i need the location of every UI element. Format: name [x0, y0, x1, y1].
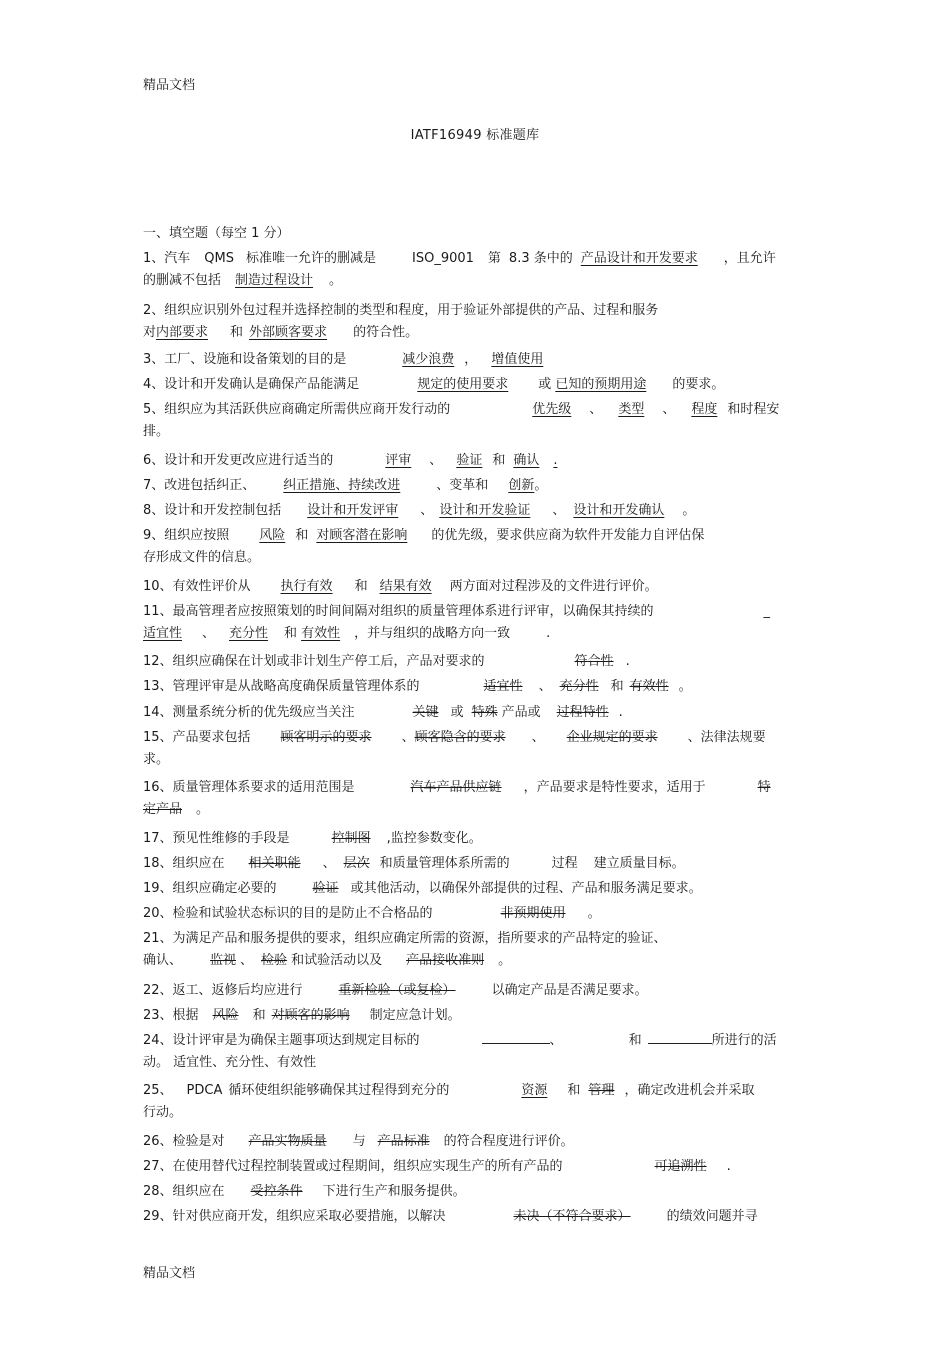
q29-text: 的绩效问题并寻 [666, 1209, 758, 1224]
q15-answer: 顾客隐含的要求 [414, 730, 506, 745]
q2-text: 对 [143, 325, 157, 340]
q4-answer: 已知的预期用途 [555, 377, 647, 392]
q11-text: 、 [202, 626, 216, 641]
q1-text: 1、汽车 [143, 251, 191, 266]
q25-answer: 管理 [588, 1083, 615, 1098]
q2-text: 的符合性。 [353, 325, 419, 340]
q21-answer: 产品接收准则 [406, 953, 485, 968]
document-title: IATF16949 标准题库 [410, 128, 540, 143]
q1-text: 的删减不包括 [143, 273, 222, 288]
q2-text: 2、组织应识别外包过程并选择控制的类型和程度，用于验证外部提供的产品、过程和服务 [143, 303, 659, 318]
q18-text: 、 [322, 856, 336, 871]
q29-text: 29、针对供应商开发，组织应采取必要措施，以解决 [143, 1209, 446, 1224]
q15-text: 15、产品要求包括 [143, 730, 251, 745]
q21-answer: 监视 [210, 953, 237, 968]
question-25 [143, 1080, 808, 1124]
q8-answer: 设计和开发确认 [573, 503, 665, 518]
q11-answer: 适宜性 [143, 626, 183, 641]
question-3 [143, 349, 808, 371]
q13-text: 、 [538, 679, 552, 694]
q11-text: ，并与组织的战略方向一致 [354, 626, 511, 641]
question-4 [143, 374, 808, 396]
q3-text: ， [464, 352, 478, 367]
q5-text: 排。 [143, 424, 170, 439]
q5-text: 5、组织应为其活跃供应商确定所需供应商开发行动的 [143, 402, 451, 417]
question-24 [143, 1030, 808, 1074]
q14-text: 14、测量系统分析的优先级应当关注 [143, 705, 355, 720]
q4-answer: 规定的使用要求 [417, 377, 509, 392]
q5-text: 和时程安 [727, 402, 780, 417]
q23-text: 和 [252, 1008, 266, 1023]
q6-text: 、 [429, 453, 443, 468]
q16-text: ，产品要求是特性要求，适用于 [523, 780, 706, 795]
q1-answer: 制造过程设计 [235, 273, 314, 288]
question-1 [143, 248, 808, 292]
q19-text: 19、组织应确定必要的 [143, 881, 277, 896]
q8-text: 。 [682, 503, 696, 518]
q25-text: 行动。 [143, 1105, 183, 1120]
q1-text: 8.3 条中的 [508, 251, 573, 266]
question-13 [143, 676, 808, 698]
q6-answer: 验证 [456, 453, 483, 468]
q16-answer: 特 [757, 780, 771, 795]
q19-text: 或其他活动，以确保外部提供的过程、产品和服务满足要求。 [350, 881, 702, 896]
q22-text: 22、返工、返修后均应进行 [143, 983, 303, 998]
question-29 [143, 1206, 808, 1228]
q2-text: 和 [230, 325, 244, 340]
q24-text: 24、设计评审是为确保主题事项达到规定目标的 [143, 1033, 420, 1048]
q17-text: 17、预见性维修的手段是 [143, 831, 290, 846]
q24-text: 动。 适宜性、充分性、有效性 [143, 1055, 317, 1070]
question-11 [143, 601, 808, 645]
q6-text: 6、设计和开发更改应进行适当的 [143, 453, 334, 468]
q6-answer: 评审 [385, 453, 412, 468]
q1-text: 标准唯一允许的删减是 [245, 251, 376, 266]
q25-text: 循环使组织能够确保其过程得到充分的 [228, 1083, 450, 1098]
q13-answer: 有效性 [629, 679, 669, 694]
question-15 [143, 727, 808, 771]
q15-text: 、 [531, 730, 545, 745]
q4-text: 或 [538, 377, 552, 392]
q20-text: 。 [587, 906, 601, 921]
q4-text: 的要求。 [672, 377, 725, 392]
q14-answer: 过程特性 [556, 705, 609, 720]
q13-text: 13、管理评审是从战略高度确保质量管理体系的 [143, 679, 420, 694]
q28-answer: 受控条件 [250, 1184, 303, 1199]
q4-text: 4、设计和开发确认是确保产品能满足 [143, 377, 360, 392]
question-21 [143, 928, 808, 972]
q6-text: . [553, 453, 558, 468]
q20-text: 20、检验和试验状态标识的目的是防止不合格品的 [143, 906, 433, 921]
q12-text: 12、组织应确保在计划或非计划生产停工后，产品对要求的 [143, 654, 485, 669]
q24-text: 、 [549, 1033, 563, 1048]
q9-text: 9、组织应按照 [143, 528, 230, 543]
q24-text: 所进行的活 [711, 1033, 777, 1048]
q16-text: 16、质量管理体系要求的适用范围是 [143, 780, 355, 795]
q18-text: 和质量管理体系所需的 [379, 856, 510, 871]
q5-answer: 优先级 [532, 402, 572, 417]
q8-text: 8、设计和开发控制包括 [143, 503, 282, 518]
q26-answer: 产品实物质量 [248, 1134, 327, 1149]
q28-text: 下进行生产和服务提供。 [322, 1184, 466, 1199]
q2-answer: 外部顾客要求 [249, 325, 328, 340]
q8-text: 、 [420, 503, 434, 518]
q11-text: 11、最高管理者应按照策划的时间间隔对组织的质量管理体系进行评审，以确保其持续的 [143, 604, 654, 619]
q11-text: 和 [284, 626, 298, 641]
q5-text: 、 [662, 402, 676, 417]
q23-text: 制定应急计划。 [369, 1008, 461, 1023]
q13-answer: 充分性 [559, 679, 599, 694]
q27-answer: 可追溯性 [654, 1159, 707, 1174]
q10-text: 两方面对过程涉及的文件进行评价。 [449, 579, 658, 594]
q1-text: ISO_9001 [412, 251, 474, 266]
question-18 [143, 853, 808, 875]
q12-text: . [625, 654, 630, 669]
q7-text: 。 [534, 478, 548, 493]
q14-text: . [618, 705, 623, 720]
q21-text: 确认、 [143, 953, 183, 968]
question-23 [143, 1005, 808, 1027]
q10-text: 10、有效性评价从 [143, 579, 251, 594]
q18-text: 18、组织应在 [143, 856, 225, 871]
q18-text: 建立质量目标。 [593, 856, 685, 871]
q10-answer: 结果有效 [379, 579, 432, 594]
question-12 [143, 651, 808, 673]
question-16 [143, 777, 808, 821]
q25-text: PDCA [186, 1083, 223, 1098]
question-28 [143, 1181, 808, 1203]
q13-text: 和 [610, 679, 624, 694]
q1-answer: 产品设计和开发要求 [580, 251, 698, 266]
q24-blank [482, 1030, 550, 1044]
q8-answer: 设计和开发验证 [439, 503, 531, 518]
q21-text: 、 [240, 953, 254, 968]
q15-answer: 企业规定的要求 [566, 730, 658, 745]
question-9 [143, 525, 808, 569]
q18-answer: 相关职能 [248, 856, 301, 871]
q14-text: 或 [450, 705, 464, 720]
q1-text: 第 [487, 251, 501, 266]
q18-answer: 过程 [551, 856, 578, 871]
q26-text: 与 [352, 1134, 366, 1149]
q8-text: 、 [552, 503, 566, 518]
q3-text: 3、工厂、设施和设备策划的目的是 [143, 352, 347, 367]
q10-answer: 执行有效 [280, 579, 333, 594]
question-19 [143, 878, 808, 900]
q9-text: 和 [295, 528, 309, 543]
q25-answer: 资源 [521, 1083, 548, 1098]
q15-text: 求。 [143, 752, 170, 767]
q18-answer: 层次 [343, 856, 370, 871]
q5-answer: 类型 [618, 402, 645, 417]
q12-answer: 符合性 [574, 654, 614, 669]
q5-text: 、 [589, 402, 603, 417]
q23-answer: 风险 [212, 1008, 239, 1023]
q21-answer: 检验 [261, 953, 288, 968]
q14-text: 产品或 [501, 705, 541, 720]
q20-answer: 非预期使用 [500, 906, 566, 921]
q17-answer: 控制图 [331, 831, 371, 846]
q7-text: 7、改进包括纠正、 [143, 478, 256, 493]
q15-text: 、 [401, 730, 415, 745]
q6-answer: 确认 [513, 453, 540, 468]
q11-answer: 有效性 [301, 626, 341, 641]
q23-answer: 对顾客的影响 [271, 1008, 350, 1023]
q14-answer: 特殊 [471, 705, 498, 720]
question-27 [143, 1156, 808, 1178]
q15-answer: 顾客明示的要求 [280, 730, 372, 745]
q9-text: 的优先级，要求供应商为软件开发能力自评估保 [431, 528, 705, 543]
question-20 [143, 903, 808, 925]
q7-answer: 纠正措施、持续改进 [283, 478, 401, 493]
q8-answer: 设计和开发评审 [307, 503, 399, 518]
question-7 [143, 475, 808, 497]
q23-text: 23、根据 [143, 1008, 199, 1023]
q21-text: 和试验活动以及 [291, 953, 383, 968]
q3-answer: 减少浪费 [402, 352, 455, 367]
q28-text: 28、组织应在 [143, 1184, 225, 1199]
q1-text: QMS [204, 251, 234, 266]
q21-text: 21、为满足产品和服务提供的要求，组织应确定所需的资源，指所要求的产品特定的验证、 [143, 931, 667, 946]
q25-text: ，确定改进机会并采取 [624, 1083, 755, 1098]
question-8 [143, 500, 808, 522]
q9-answer: 对顾客潜在影响 [316, 528, 408, 543]
q24-text: 和 [628, 1033, 642, 1048]
q9-answer: 风险 [259, 528, 286, 543]
q21-text: 。 [498, 953, 512, 968]
q29-answer: 未决（不符合要求） [513, 1209, 631, 1224]
q19-answer: 验证 [312, 881, 339, 896]
q3-answer: 增值使用 [491, 352, 544, 367]
q22-text: 以确定产品是否满足要求。 [491, 983, 648, 998]
q6-text: 和 [492, 453, 506, 468]
q16-answer: 定产品 [143, 802, 183, 817]
page-header: 精品文档 [143, 78, 196, 93]
q25-text: 25、 [143, 1083, 173, 1098]
q17-text: ,监控参数变化。 [386, 831, 482, 846]
q2-answer: 内部要求 [156, 325, 209, 340]
question-5 [143, 399, 808, 443]
q11-answer: 充分性 [229, 626, 269, 641]
q1-text: ，且允许 [723, 251, 776, 266]
q27-text: 27、在使用替代过程控制装置或过程期间，组织应实现生产的所有产品的 [143, 1159, 563, 1174]
q26-answer: 产品标准 [377, 1134, 430, 1149]
q26-text: 26、检验是对 [143, 1134, 225, 1149]
q14-answer: 关键 [412, 705, 439, 720]
question-2 [143, 300, 808, 344]
q11-text: _ [763, 604, 771, 619]
question-10 [143, 576, 808, 598]
q13-answer: 适宜性 [483, 679, 523, 694]
q16-text: 。 [196, 802, 210, 817]
q26-text: 的符合程度进行评价。 [443, 1134, 574, 1149]
q5-answer: 程度 [691, 402, 718, 417]
q13-text: 。 [678, 679, 692, 694]
question-26 [143, 1131, 808, 1153]
question-6 [143, 450, 808, 472]
q16-answer: 汽车产品供应链 [410, 780, 502, 795]
question-17 [143, 828, 808, 850]
section-heading: 一、填空题（每空 1 分） [143, 226, 290, 241]
q1-text: 。 [329, 273, 343, 288]
q11-text: . [546, 626, 551, 641]
q7-answer: 创新 [508, 478, 535, 493]
question-14 [143, 702, 808, 724]
q9-text: 存形成文件的信息。 [143, 550, 261, 565]
q7-text: 、变革和 [436, 478, 489, 493]
q27-text: . [726, 1159, 731, 1174]
q24-blank [648, 1030, 712, 1044]
question-22 [143, 980, 808, 1002]
q22-answer: 重新检验（或复检） [338, 983, 456, 998]
q15-text: 、法律法规要 [687, 730, 766, 745]
q10-text: 和 [354, 579, 368, 594]
q25-text: 和 [567, 1083, 581, 1098]
page-footer: 精品文档 [143, 1266, 196, 1281]
